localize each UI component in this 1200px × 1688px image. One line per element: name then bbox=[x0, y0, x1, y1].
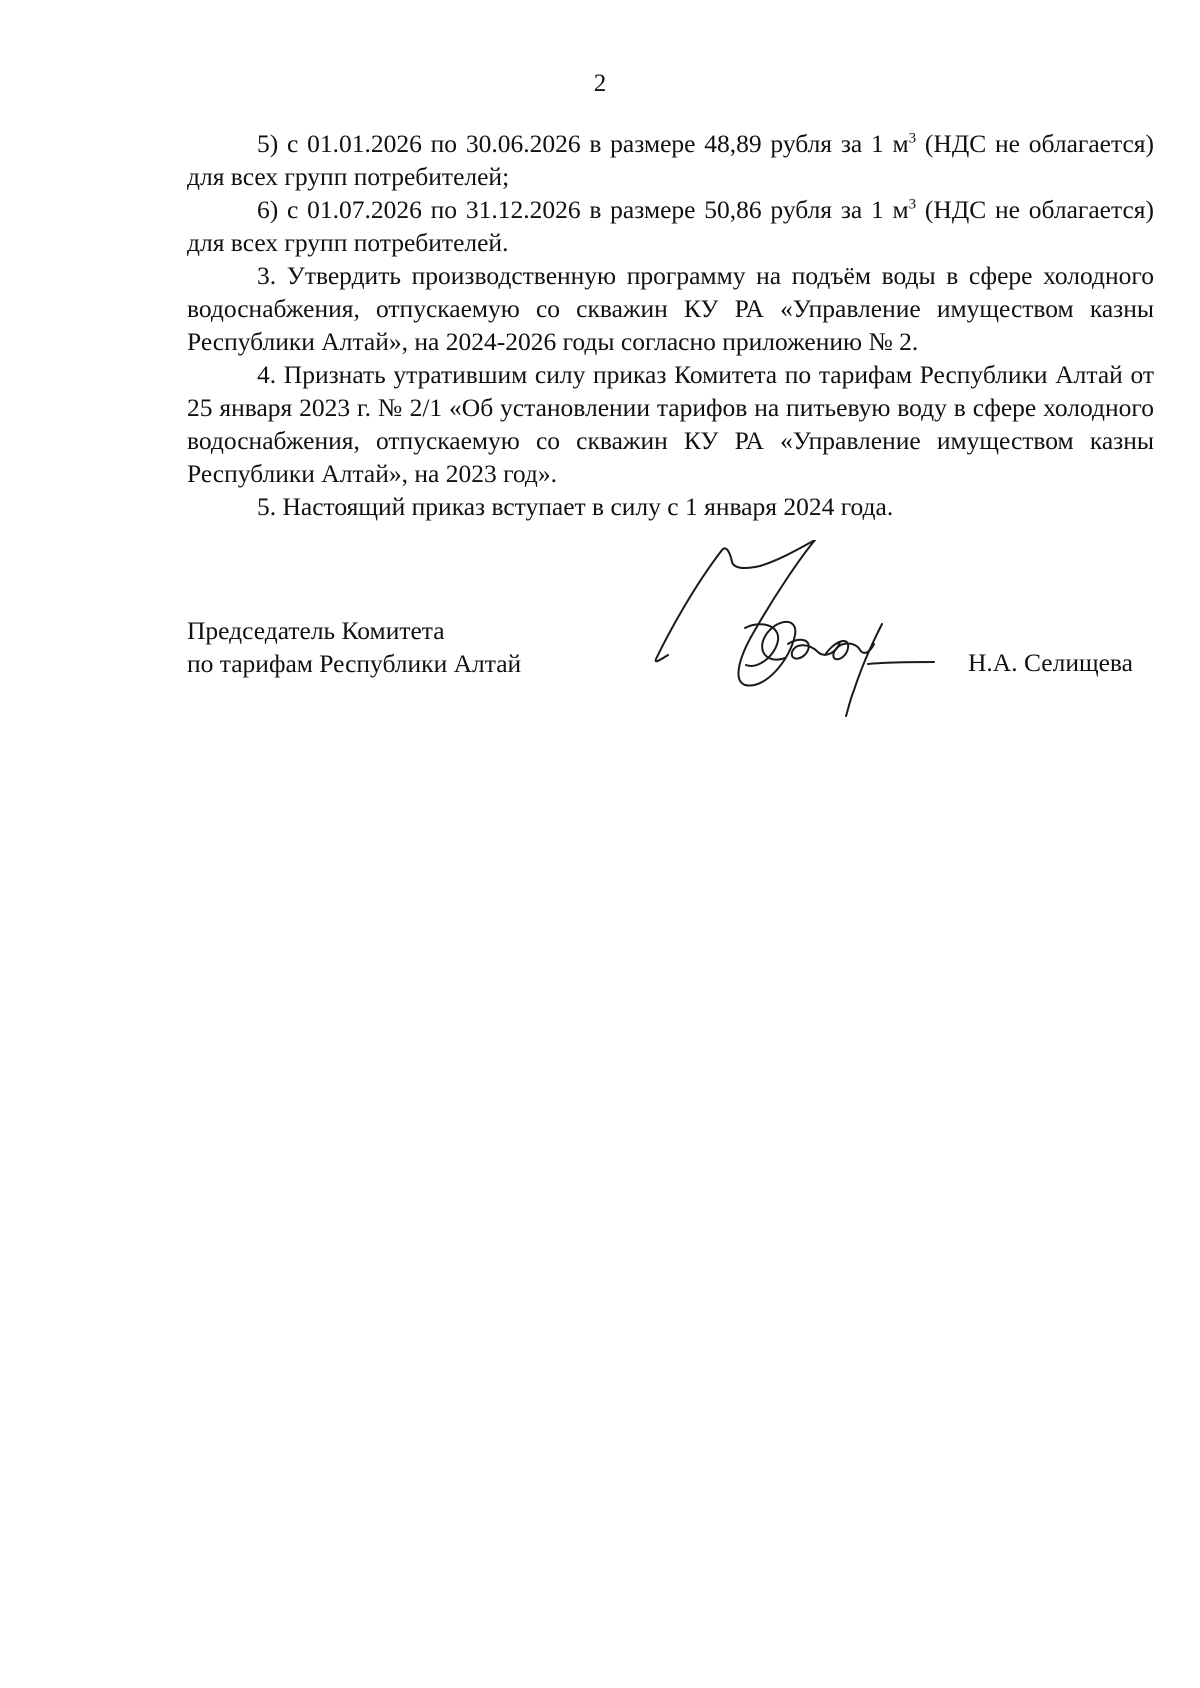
document-body bbox=[187, 127, 1154, 523]
signer-position-line: Председатель Комитета bbox=[187, 616, 445, 645]
paragraph-clause-3: 3. Утвердить производственную программу на подъём воды в сфере холодного водоснабжения, отпускаемую со скважин КУ РА «Управление имуществом казны Республики Алтай», на 2024-2026 годы согласно приложению № 2. bbox=[187, 261, 1154, 356]
page-number: 2 bbox=[593, 70, 607, 97]
handwritten-signature bbox=[650, 540, 950, 720]
signer-position-line: по тарифам Республики Алтай bbox=[187, 649, 522, 678]
superscript-unit: 3 bbox=[908, 196, 917, 213]
paragraph-text: 6) с 01.07.2026 по 31.12.2026 в размере 50,86 рубля за 1 м bbox=[257, 195, 909, 224]
paragraph-clause-5: 5. Настоящий приказ вступает в силу с 1 января 2024 года. bbox=[257, 492, 894, 521]
paragraph-text-continued: (НДС не облагается) для всех групп потребителей. bbox=[187, 195, 1154, 257]
paragraph-item-5 bbox=[187, 127, 1154, 193]
signer-name: Н.А. Селищева bbox=[968, 648, 1133, 677]
paragraph-text-continued: (НДС не облагается) для всех групп потребителей; bbox=[187, 129, 1154, 191]
signer-position bbox=[187, 614, 521, 680]
paragraph-item-6 bbox=[187, 193, 1154, 259]
paragraph-text: 5) с 01.01.2026 по 30.06.2026 в размере 48,89 рубля за 1 м bbox=[257, 129, 909, 158]
paragraph-clause-4: 4. Признать утратившим силу приказ Комитета по тарифам Республики Алтай от 25 января 2023 г. № 2/1 «Об установлении тарифов на питьевую воду в сфере холодного водоснабжения, отпускаемую со скважин КУ РА «Управление имуществом казны Республики Алтай», на 2023 год». bbox=[187, 360, 1154, 488]
superscript-unit: 3 bbox=[908, 130, 917, 147]
